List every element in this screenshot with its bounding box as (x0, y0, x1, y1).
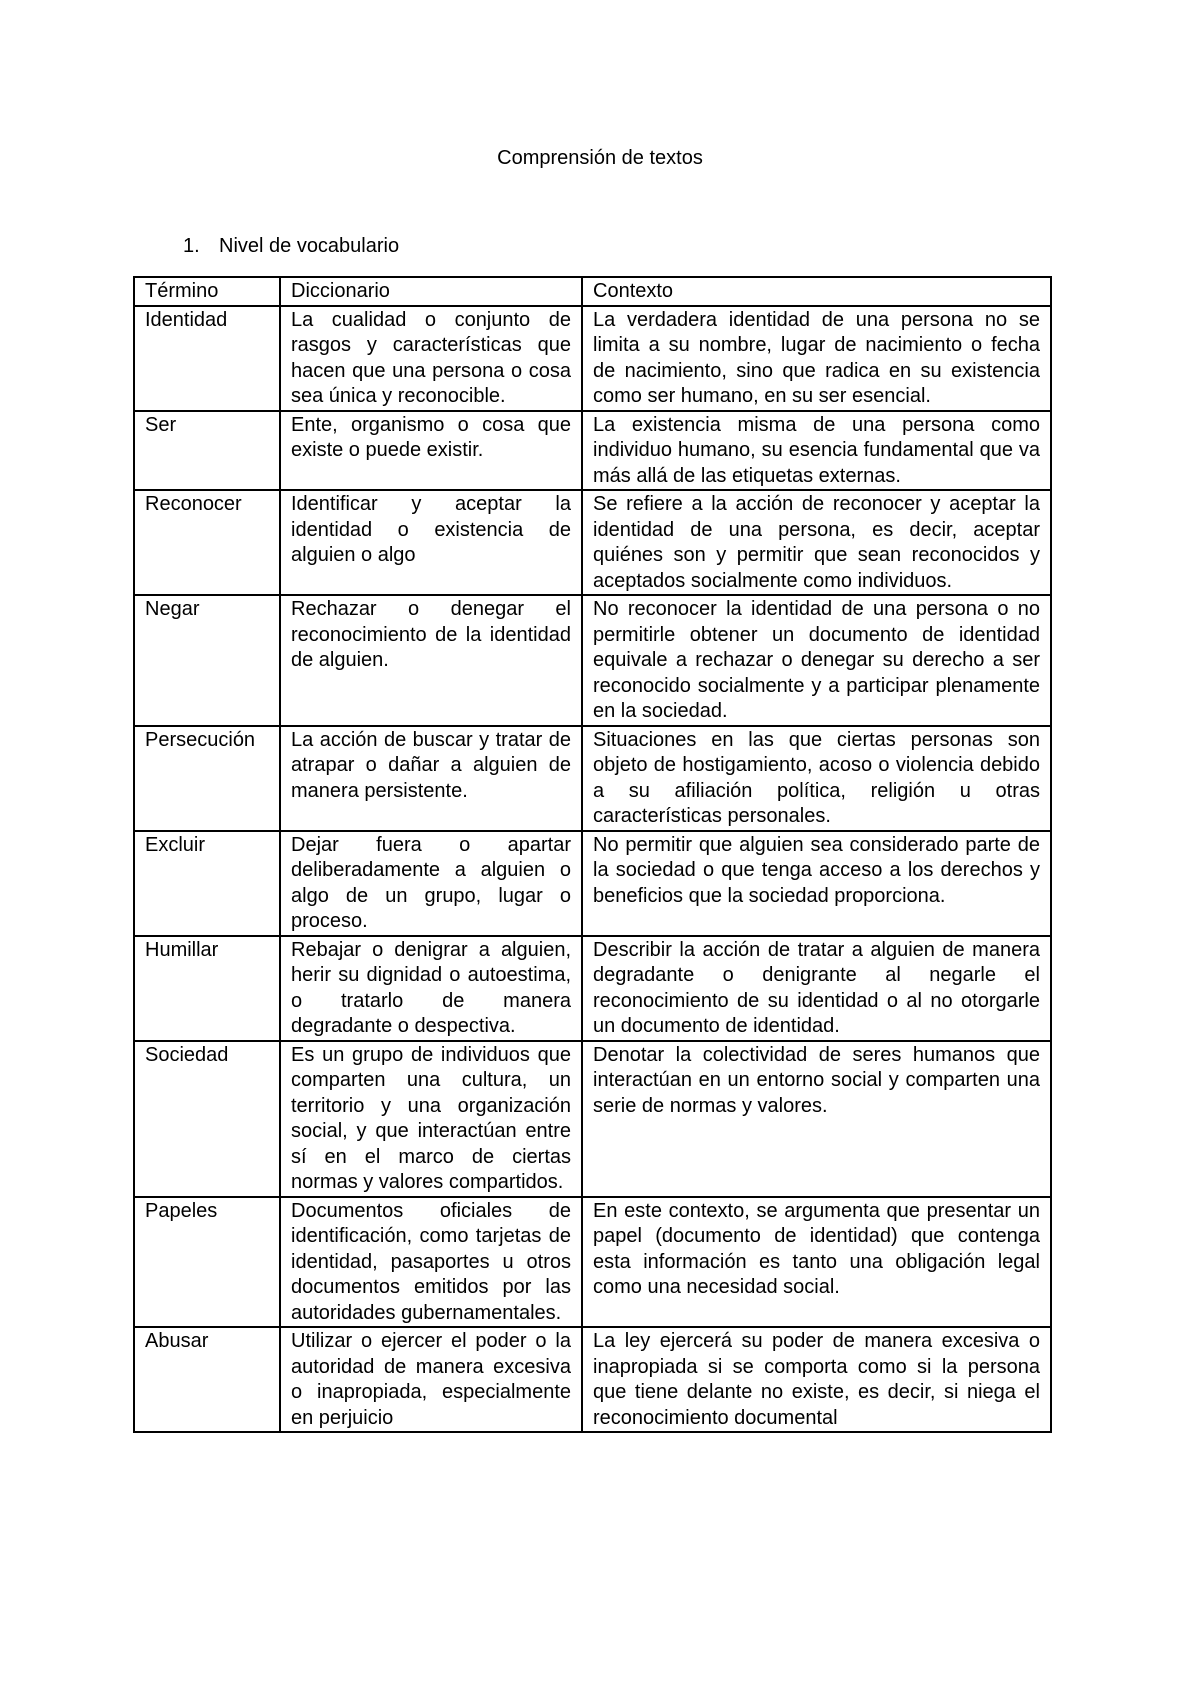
context-cell: En este contexto, se argumenta que presentar un papel (documento de identidad) que contenga esta información es tanto una obligación legal como una necesidad social. (582, 1197, 1051, 1328)
table-row (134, 726, 1051, 831)
dictionary-cell: Rechazar o denegar el reconocimiento de la identidad de alguien. (280, 595, 582, 726)
table-header-row (134, 277, 1051, 306)
term-cell: Reconocer (134, 490, 280, 595)
term-cell: Negar (134, 595, 280, 726)
term-cell: Persecución (134, 726, 280, 831)
table-row (134, 595, 1051, 726)
dictionary-cell: Identificar y aceptar la identidad o existencia de alguien o algo (280, 490, 582, 595)
context-cell: No permitir que alguien sea considerado parte de la sociedad o que tenga acceso a los derechos y beneficios que la sociedad proporciona. (582, 831, 1051, 936)
dictionary-cell: Rebajar o denigrar a alguien, herir su dignidad o autoestima, o tratarlo de manera degradante o despectiva. (280, 936, 582, 1041)
term-cell: Identidad (134, 306, 280, 411)
context-cell: La verdadera identidad de una persona no se limita a su nombre, lugar de nacimiento o fecha de nacimiento, sino que radica en su existencia como ser humano, en su ser esencial. (582, 306, 1051, 411)
context-cell: Se refiere a la acción de reconocer y aceptar la identidad de una persona, es decir, aceptar quiénes son y permitir que sean reconocidos y aceptados socialmente como individuos. (582, 490, 1051, 595)
dictionary-cell: Es un grupo de individuos que comparten una cultura, un territorio y una organización social, y que interactúan entre sí en el marco de ciertas normas y valores compartidos. (280, 1041, 582, 1197)
header-term: Término (134, 277, 280, 306)
table-row (134, 831, 1051, 936)
table-row (134, 1041, 1051, 1197)
table-row (134, 306, 1051, 411)
term-cell: Sociedad (134, 1041, 280, 1197)
vocabulary-table (133, 276, 1052, 1433)
table-row (134, 411, 1051, 491)
dictionary-cell: Dejar fuera o apartar deliberadamente a alguien o algo de un grupo, lugar o proceso. (280, 831, 582, 936)
document-title: Comprensión de textos (497, 147, 703, 169)
dictionary-cell: Documentos oficiales de identificación, como tarjetas de identidad, pasaportes u otros documentos emitidos por las autoridades gubernamentales. (280, 1197, 582, 1328)
dictionary-cell: La acción de buscar y tratar de atrapar o dañar a alguien de manera persistente. (280, 726, 582, 831)
context-cell: Denotar la colectividad de seres humanos que interactúan en un entorno social y comparten una serie de normas y valores. (582, 1041, 1051, 1197)
context-cell: La existencia misma de una persona como individuo humano, su esencia fundamental que va más allá de las etiquetas externas. (582, 411, 1051, 491)
context-cell: Describir la acción de tratar a alguien de manera degradante o denigrante al negarle el reconocimiento de su identidad o al no otorgarle un documento de identidad. (582, 936, 1051, 1041)
table-row (134, 490, 1051, 595)
context-cell: Situaciones en las que ciertas personas son objeto de hostigamiento, acoso o violencia debido a su afiliación política, religión u otras características personales. (582, 726, 1051, 831)
context-cell: No reconocer la identidad de una persona o no permitirle obtener un documento de identidad equivale a rechazar o denegar su derecho a ser reconocido socialmente y a participar plenamente en la sociedad. (582, 595, 1051, 726)
term-cell: Abusar (134, 1327, 280, 1432)
section-number: 1. (183, 235, 200, 257)
dictionary-cell: Utilizar o ejercer el poder o la autoridad de manera excesiva o inapropiada, especialmente en perjuicio (280, 1327, 582, 1432)
section-heading-text: Nivel de vocabulario (219, 235, 400, 257)
header-dictionary: Diccionario (280, 277, 582, 306)
term-cell: Ser (134, 411, 280, 491)
table-row (134, 936, 1051, 1041)
term-cell: Papeles (134, 1197, 280, 1328)
term-cell: Humillar (134, 936, 280, 1041)
header-context: Contexto (582, 277, 1051, 306)
dictionary-cell: Ente, organismo o cosa que existe o puede existir. (280, 411, 582, 491)
context-cell: La ley ejercerá su poder de manera excesiva o inapropiada si se comporta como si la persona que tiene delante no existe, es decir, si niega el reconocimiento documental (582, 1327, 1051, 1432)
table-row (134, 1327, 1051, 1432)
section-heading (183, 234, 399, 258)
term-cell: Excluir (134, 831, 280, 936)
dictionary-cell: La cualidad o conjunto de rasgos y características que hacen que una persona o cosa sea única y reconocible. (280, 306, 582, 411)
table-row (134, 1197, 1051, 1328)
